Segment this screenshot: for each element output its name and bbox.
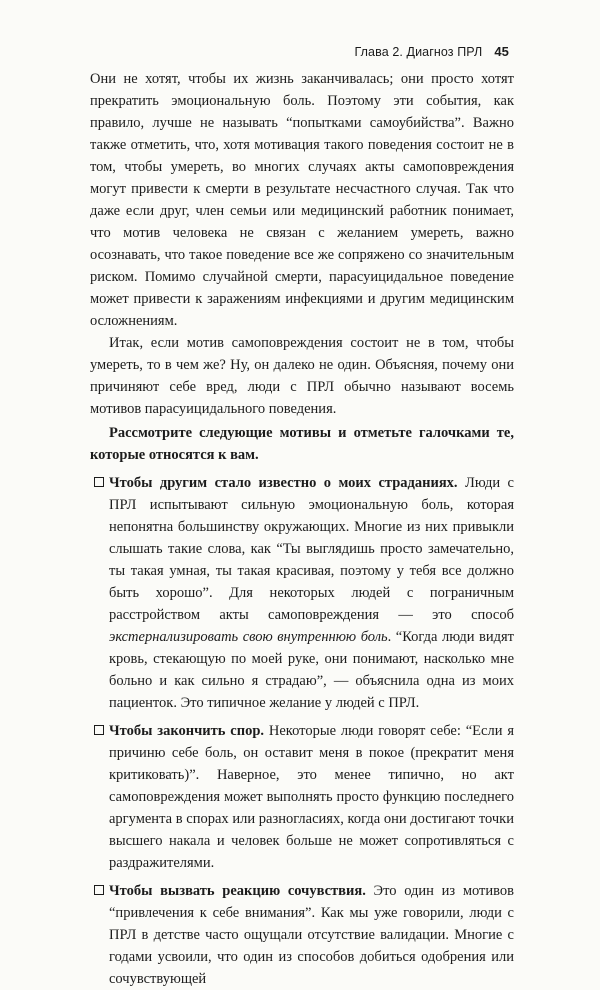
motive-text: Это один из мотивов “привлечения к себе внимания”. Как мы уже говорили, люди с ПРЛ в детстве часто ощущали отсутствие валидации. Многие с годами усвоили, что один из способов добиться одобрения или сочувствующей: [109, 883, 514, 987]
motive-item: [90, 720, 514, 874]
page-body: [90, 68, 514, 990]
motive-emphasis: экстернализировать свою внутреннюю боль: [109, 629, 388, 645]
checkbox[interactable]: [94, 477, 104, 487]
motive-item: [90, 472, 514, 714]
motive-title: Чтобы закончить спор.: [109, 723, 265, 739]
motive-title: Чтобы вызвать реакцию сочувствия.: [109, 883, 366, 899]
motive-item: [90, 880, 514, 990]
motive-title: Чтобы другим стало известно о моих страданиях.: [109, 475, 458, 491]
paragraph: Итак, если мотив самоповреждения состоит не в том, чтобы умереть, то в чем же? Ну, он далеко не один. Объясняя, почему они причиняют себе вред, люди с ПРЛ обычно называют восемь мотивов парасуицидального поведения.: [90, 335, 514, 417]
motive-text: . “Когда люди видят кровь, стекающую по моей руке, они понимают, насколько мне больно и как сильно я страдаю”, — объяснила одна из моих пациенток. Это типичное желание у людей с ПРЛ.: [109, 629, 514, 711]
motive-text: Люди с ПРЛ испытывают сильную эмоциональную боль, которая непонятна большинству окружающих. Многие из них привыкли слышать такие слова, как “Ты выглядишь просто замечательно, ты такая умная, ты такая красивая, поэтому у тебя все должно быть хорошо”. Для некоторых людей с пограничным расстройством акты самоповреждения — это способ: [109, 475, 514, 623]
chapter-title: Глава 2. Диагноз ПРЛ: [354, 45, 483, 59]
running-header: [354, 44, 509, 59]
page-number: 45: [494, 44, 509, 59]
paragraph: Они не хотят, чтобы их жизнь заканчивалась; они просто хотят прекратить эмоциональную боль. Поэтому эти события, как правило, лучше не называть “попытками самоубийства”. Важно также отметить, что, хотя мотивация такого поведения состоит не в том, чтобы умереть, во многих случаях акты самоповреждения могут привести к смерти в результате несчастного случая. Так что даже если друг, член семьи или медицинский работник понимает, что мотив человека не связан с желанием умереть, важно осознавать, что такое поведение все же сопряжено со значительным риском. Помимо случайной смерти, парасуицидальное поведение может привести к заражениям инфекциями и другим медицинским осложнениям.: [90, 71, 514, 329]
checkbox[interactable]: [94, 725, 104, 735]
motive-text: Некоторые люди говорят себе: “Если я причиню себе боль, он оставит меня в покое (прекратит меня критиковать)”. Наверное, это менее типично, но акт самоповреждения может выполнять просто функцию последнего аргумента в спорах или разногласиях, когда они достигают точки высшего накала и человек больше не может сопротивляться с раздражителями.: [109, 723, 514, 871]
instruction-prompt: Рассмотрите следующие мотивы и отметьте галочками те, которые относятся к вам.: [90, 425, 514, 463]
checkbox[interactable]: [94, 885, 104, 895]
